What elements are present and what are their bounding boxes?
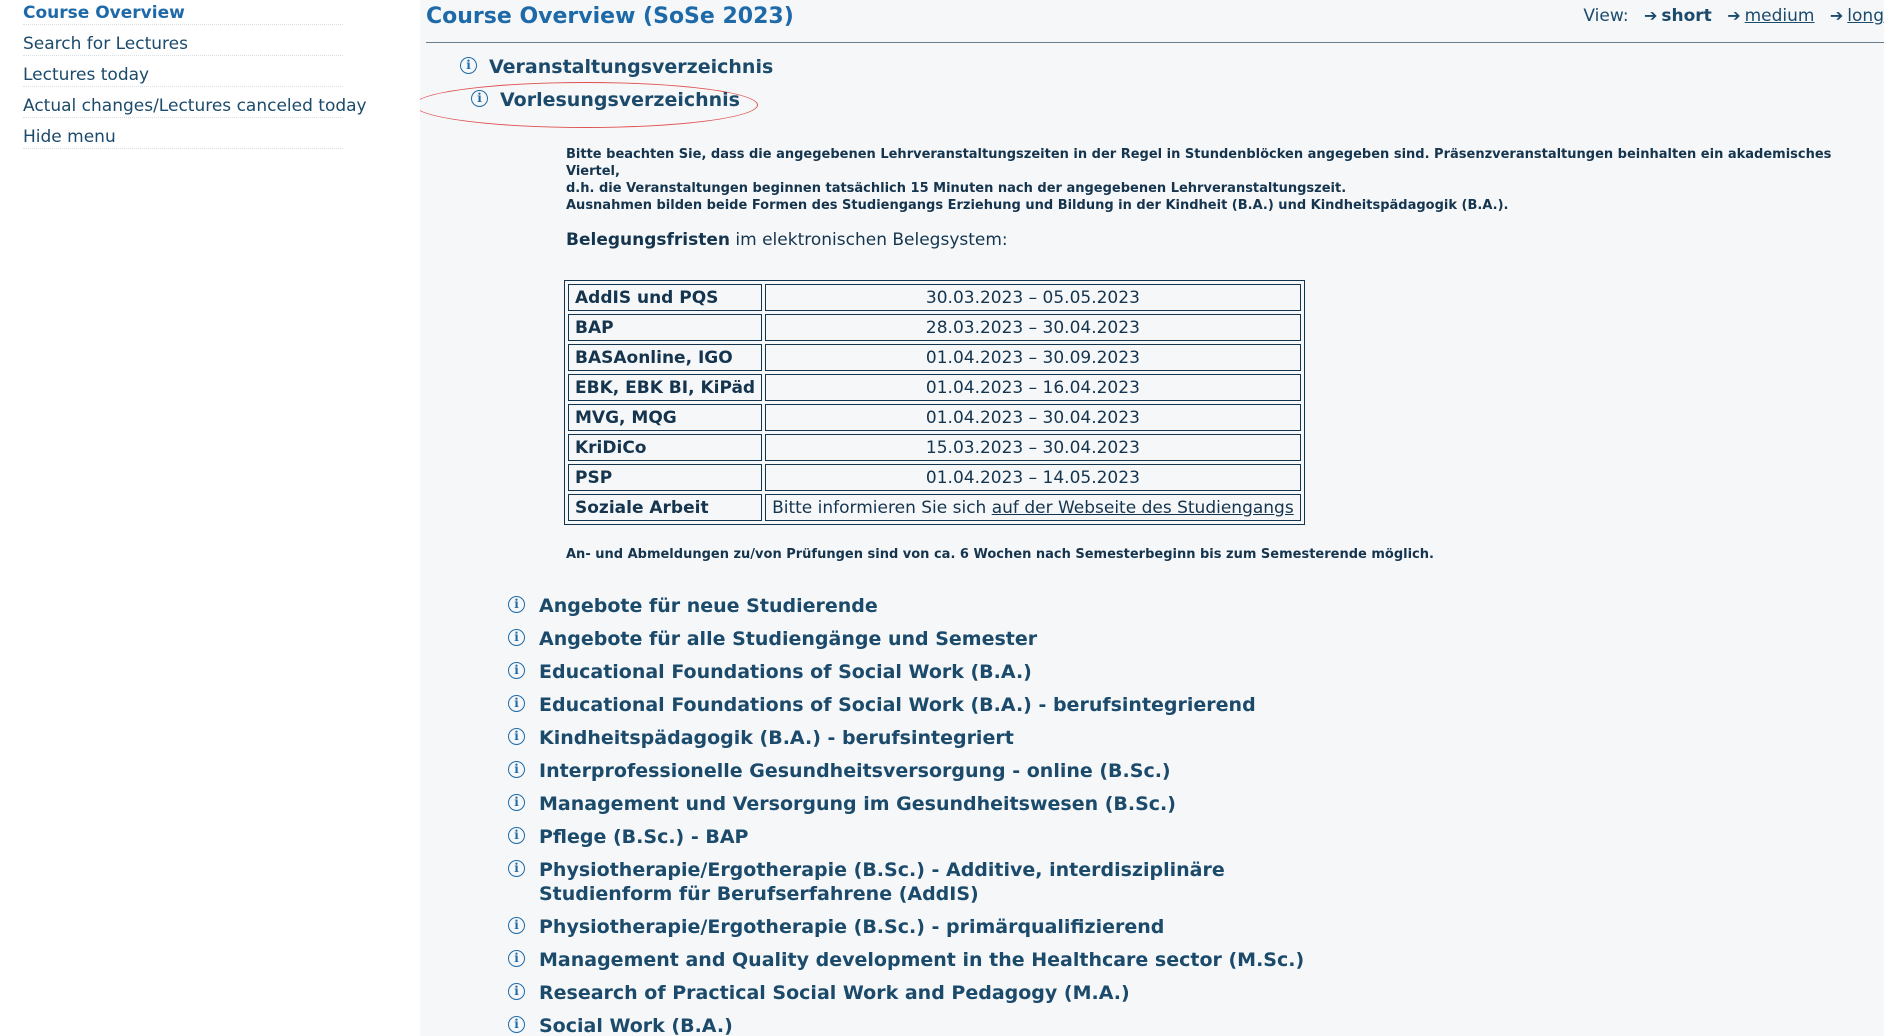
list-item-label: Pflege (B.Sc.) - BAP: [539, 826, 749, 848]
table-row: [568, 464, 1301, 491]
table-row: [568, 494, 1301, 521]
deadline-table: [564, 280, 1305, 525]
deadline-heading: [566, 228, 1008, 252]
list-item[interactable]: [508, 792, 1408, 816]
notice-line: d.h. die Veranstaltungen beginnen tatsächlich 15 Minuten nach der angegebenen Lehrveranstaltungszeit.: [566, 181, 1347, 196]
tree-node-label: Vorlesungsverzeichnis: [500, 89, 740, 111]
tree-node-veranstaltungsverzeichnis[interactable]: [460, 55, 773, 79]
table-row: [568, 374, 1301, 401]
arrow-right-icon: ➔: [1643, 6, 1658, 25]
info-icon[interactable]: i: [508, 983, 525, 1000]
list-item-label: Physiotherapie/Ergotherapie (B.Sc.) - Additive, interdisziplinäre Studienform für Berufserfahrene (AddIS): [539, 859, 1225, 905]
list-item[interactable]: [508, 825, 1408, 849]
table-row: [568, 404, 1301, 431]
list-item[interactable]: [508, 660, 1408, 684]
info-icon[interactable]: i: [508, 629, 525, 646]
program-cell: EBK, EBK BI, KiPäd: [568, 374, 762, 401]
lecture-time-notice: [566, 146, 1866, 214]
tree-node-vorlesungsverzeichnis[interactable]: [471, 88, 740, 112]
info-icon[interactable]: i: [508, 860, 525, 877]
info-icon[interactable]: i: [471, 90, 488, 107]
view-short-option[interactable]: short: [1661, 6, 1712, 26]
period-cell: 01.04.2023 – 14.05.2023: [765, 464, 1301, 491]
main-content: [420, 0, 1884, 1036]
list-item-label: Angebote für alle Studiengänge und Semester: [539, 628, 1038, 650]
info-icon[interactable]: i: [508, 761, 525, 778]
list-item-label: Educational Foundations of Social Work (B.A.) - berufsintegrierend: [539, 694, 1256, 716]
list-item-label: Educational Foundations of Social Work (B.A.): [539, 661, 1032, 683]
title-divider: [426, 42, 1884, 43]
list-item-label: Angebote für neue Studierende: [539, 595, 878, 617]
list-item[interactable]: [508, 759, 1408, 783]
period-cell: 30.03.2023 – 05.05.2023: [765, 284, 1301, 311]
list-item-label: Kindheitspädagogik (B.A.) - berufsintegriert: [539, 727, 1014, 749]
info-icon[interactable]: i: [508, 917, 525, 934]
table-row: [568, 284, 1301, 311]
list-item-label: Management und Versorgung im Gesundheitswesen (B.Sc.): [539, 793, 1176, 815]
notice-line: Bitte beachten Sie, dass die angegebenen Lehrveranstaltungszeiten in der Regel in Stundenblöcken angegeben sind. Präsenzveranstaltungen beinhalten ein akademisches Viertel,: [566, 147, 1832, 179]
table-row: [568, 314, 1301, 341]
info-icon[interactable]: i: [508, 728, 525, 745]
list-item[interactable]: [508, 726, 1408, 750]
notice-line: Ausnahmen bilden beide Formen des Studiengangs Erziehung und Bildung in der Kindheit (B.A.) und Kindheitspädagogik (B.A.).: [566, 198, 1509, 213]
list-item[interactable]: [508, 858, 1268, 906]
view-long-link[interactable]: long: [1847, 6, 1884, 26]
program-cell: KriDiCo: [568, 434, 762, 461]
view-medium-link[interactable]: medium: [1744, 6, 1815, 26]
arrow-right-icon: ➔: [1727, 6, 1741, 25]
program-cell: MVG, MQG: [568, 404, 762, 431]
arrow-right-icon: ➔: [1829, 6, 1844, 25]
info-icon[interactable]: i: [508, 695, 525, 712]
list-item[interactable]: [508, 981, 1408, 1005]
view-label: View:: [1583, 6, 1629, 26]
info-icon[interactable]: i: [460, 57, 477, 74]
period-text: Bitte informieren Sie sich: [772, 497, 992, 518]
info-icon[interactable]: i: [508, 596, 525, 613]
period-cell: 01.04.2023 – 16.04.2023: [765, 374, 1301, 401]
list-item-label: Interprofessionelle Gesundheitsversorgung - online (B.Sc.): [539, 760, 1171, 782]
program-cell: Soziale Arbeit: [568, 494, 762, 521]
sidebar: [0, 0, 420, 1036]
info-icon[interactable]: i: [508, 827, 525, 844]
list-item-label: Social Work (B.A.): [539, 1015, 733, 1036]
program-website-link[interactable]: auf der Webseite des Studiengangs: [991, 497, 1294, 518]
table-row: [568, 344, 1301, 371]
page-title: Course Overview (SoSe 2023): [426, 4, 794, 29]
info-icon[interactable]: i: [508, 794, 525, 811]
program-cell: AddIS und PQS: [568, 284, 762, 311]
info-icon[interactable]: i: [508, 1016, 525, 1033]
sidebar-item-hide-menu[interactable]: Hide menu: [23, 126, 343, 149]
list-item-label: Research of Practical Social Work and Pedagogy (M.A.): [539, 982, 1130, 1004]
info-icon[interactable]: i: [508, 950, 525, 967]
list-item[interactable]: [508, 693, 1408, 717]
program-cell: BASAonline, IGO: [568, 344, 762, 371]
period-cell: 01.04.2023 – 30.04.2023: [765, 404, 1301, 431]
deadline-heading-rest: im elektronischen Belegsystem:: [730, 230, 1008, 250]
sidebar-item-lectures-today[interactable]: Lectures today: [23, 64, 343, 87]
sidebar-item-search-lectures[interactable]: Search for Lectures: [23, 33, 343, 56]
table-row: [568, 434, 1301, 461]
period-cell: 28.03.2023 – 30.04.2023: [765, 314, 1301, 341]
list-item[interactable]: [508, 915, 1408, 939]
period-cell: 01.04.2023 – 30.09.2023: [765, 344, 1301, 371]
info-icon[interactable]: i: [508, 662, 525, 679]
list-item[interactable]: [508, 948, 1408, 972]
view-switch: [1583, 4, 1884, 28]
sidebar-item-actual-changes[interactable]: Actual changes/Lectures canceled today: [23, 96, 367, 116]
list-item[interactable]: [508, 594, 1408, 618]
program-cell: BAP: [568, 314, 762, 341]
tree-node-label: Veranstaltungsverzeichnis: [489, 56, 774, 78]
deadline-heading-bold: Belegungsfristen: [566, 230, 730, 250]
exam-registration-note: An- und Abmeldungen zu/von Prüfungen sind von ca. 6 Wochen nach Semesterbeginn bis zum Semesterende möglich.: [566, 547, 1434, 562]
sub-node-list: [508, 594, 1408, 1036]
program-cell: PSP: [568, 464, 762, 491]
list-item-label: Management and Quality development in the Healthcare sector (M.Sc.): [539, 949, 1305, 971]
period-cell: [765, 494, 1301, 521]
list-item-label: Physiotherapie/Ergotherapie (B.Sc.) - primärqualifizierend: [539, 916, 1165, 938]
list-item[interactable]: [508, 627, 1408, 651]
period-cell: 15.03.2023 – 30.04.2023: [765, 434, 1301, 461]
list-item[interactable]: [508, 1014, 1408, 1036]
sidebar-item-course-overview[interactable]: Course Overview: [23, 2, 343, 25]
